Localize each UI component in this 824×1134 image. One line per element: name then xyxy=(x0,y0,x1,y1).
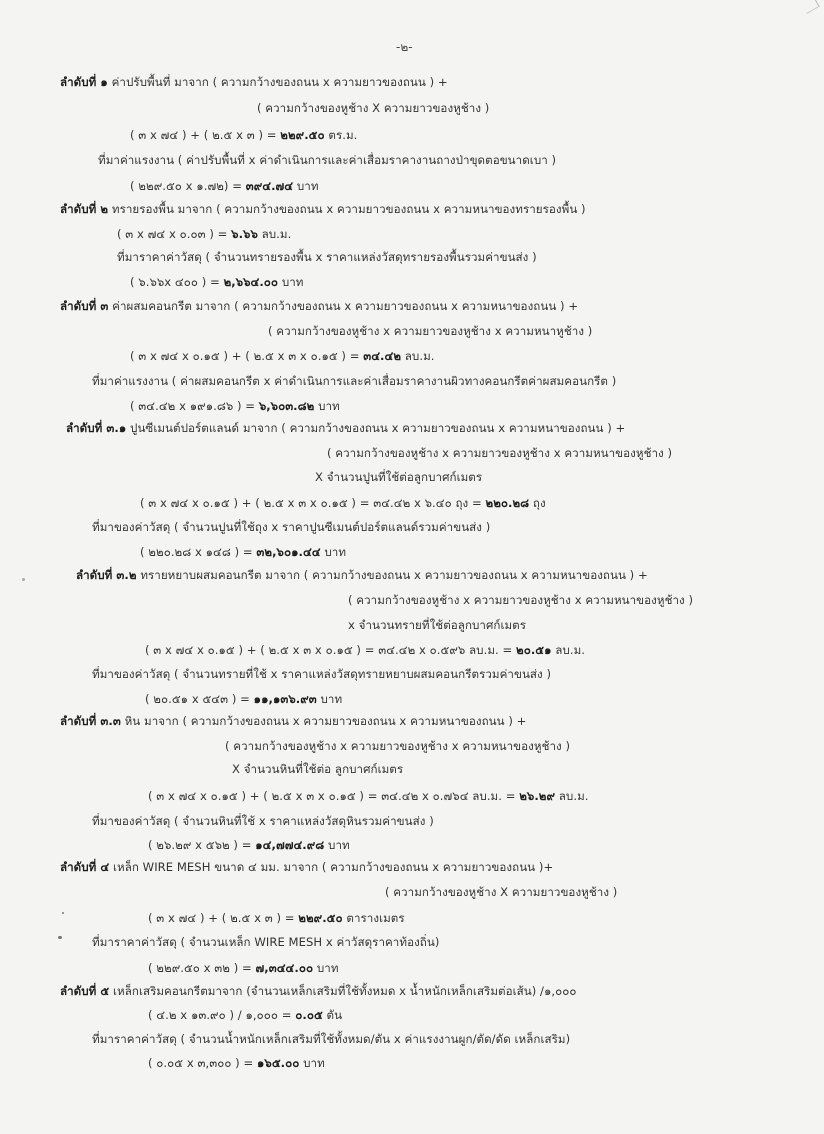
line-text: ( ความกว้างของหูช้าง x ความยาวของหูช้าง x ความหนาหูช้าง ) xyxy=(268,324,593,338)
document-line xyxy=(140,495,546,511)
calculation-result: ๐.๐๕ xyxy=(295,1008,323,1022)
line-text: X จำนวนหินที่ใช้ต่อ ลูกบาศก์เมตร xyxy=(232,762,404,776)
calculation-result: ๑๔,๗๗๔.๙๘ xyxy=(255,838,325,852)
line-text: ที่มาค่าแรงงาน ( ค่าปรับพื้นที่ x ค่าดำเนินการและค่าเสื่อมราคางานถางป่าขุดตอขนาดเบา ) xyxy=(98,153,557,167)
section-heading-line xyxy=(60,201,586,217)
line-text: หิน มาจาก ( ความกว้างของถนน x ความยาวของถนน x ความหนาของถนน ) + xyxy=(124,714,527,728)
scan-speck xyxy=(58,936,62,939)
calculation-result: ๖,๖๐๓.๘๒ xyxy=(258,399,315,413)
document-line xyxy=(148,788,589,804)
document-line xyxy=(140,544,346,560)
document-line xyxy=(148,1055,325,1071)
section-heading-line xyxy=(60,298,578,314)
document-line xyxy=(117,226,291,242)
document-line xyxy=(148,837,350,853)
unit-label: ตัน xyxy=(326,1008,343,1022)
document-line xyxy=(130,178,319,194)
section-label: ลำดับที่ ๒ xyxy=(60,202,109,216)
line-text: ( ๓ x ๗๔ ) + ( ๒.๕ x ๓ ) = xyxy=(148,911,295,925)
document-line xyxy=(145,642,585,658)
line-text: ที่มาของค่าวัสดุ ( จำนวนปูนที่ใช้ถุง x ราคาปูนซีเมนต์ปอร์ตแลนด์รวมค่าขนส่ง ) xyxy=(92,520,491,534)
line-text: ( ๒๒๙.๕๐ x ๓๒ ) = xyxy=(148,961,252,975)
unit-label: บาท xyxy=(316,961,339,975)
unit-label: บาท xyxy=(318,399,340,413)
line-text: ที่มาของค่าวัสดุ ( จำนวนหินที่ใช้ x ราคาแหล่งวัสดุหินรวมค่าขนส่ง ) xyxy=(92,814,434,828)
line-text: ทรายรองพื้น มาจาก ( ความกว้างของถนน x ความยาวของถนน x ความหนาของทรายรองพื้น ) xyxy=(111,202,586,216)
calculation-result: ๗,๓๔๔.๐๐ xyxy=(255,961,314,975)
unit-label: ตร.ม. xyxy=(328,128,358,142)
unit-label: ถุง xyxy=(532,496,546,510)
line-text: ค่าปรับพื้นที่ มาจาก ( ความกว้างของถนน x ความยาวของถนน ) + xyxy=(111,75,448,89)
line-text: ( ๓ x ๗๔ x ๐.๑๕ ) + ( ๒.๕ x ๓ x ๐.๑๕ ) = xyxy=(130,349,360,363)
unit-label: บาท xyxy=(281,275,304,289)
line-text: ที่มาราคาค่าวัสดุ ( จำนวนเหล็ก WIRE MESH x ค่าวัสดุราคาท้องถิ่น) xyxy=(92,935,440,949)
section-label: ลำดับที่ ๔ xyxy=(60,860,110,874)
line-text: ที่มาของค่าวัสดุ ( จำนวนทรายที่ใช้ x ราคาแหล่งวัสดุทรายหยาบผสมคอนกรีตรวมค่าขนส่ง ) xyxy=(92,667,552,681)
line-text: ( ๖.๖๖x ๔๐๐ ) = xyxy=(130,275,220,289)
section-label: ลำดับที่ ๓.๓ xyxy=(60,714,121,728)
line-text: ( ๓ x ๗๔ x ๐.๑๕ ) + ( ๒.๕ x ๓ x ๐.๑๕ ) = ๓๔.๔๒ x ๖.๔๐ ถุง = xyxy=(140,496,482,510)
line-text: เหล็ก WIRE MESH ขนาด ๔ มม. มาจาก ( ความกว้างของถนน x ความยาวของถนน )+ xyxy=(113,860,554,874)
document-line xyxy=(225,738,570,754)
document-line xyxy=(257,100,489,116)
calculation-result: ๖.๖๖ xyxy=(231,227,258,241)
document-line xyxy=(232,761,403,777)
unit-label: ตารางเมตร xyxy=(346,911,405,925)
section-label: ลำดับที่ ๓.๒ xyxy=(76,568,137,582)
document-line xyxy=(148,1007,342,1023)
calculation-result: ๒๒๙.๕๐ xyxy=(280,128,325,142)
unit-label: บาท xyxy=(324,545,347,559)
document-line xyxy=(130,274,303,290)
unit-label: ลบ.ม. xyxy=(558,789,589,803)
line-text: ค่าผสมคอนกรีต มาจาก ( ความกว้างของถนน x ความยาวของถนน x ความหนาของถนน ) + xyxy=(112,299,579,313)
calculation-result: ๒๒๙.๕๐ xyxy=(298,911,343,925)
unit-label: บาท xyxy=(320,692,343,706)
scan-corner-mark xyxy=(801,0,819,14)
document-line xyxy=(145,691,342,707)
document-line xyxy=(385,884,617,900)
calculation-result: ๒๖.๒๙ xyxy=(519,789,556,803)
line-text: ( ความกว้างของหูช้าง x ความยาวของหูช้าง x ความหนาของหูช้าง ) xyxy=(327,446,673,460)
document-line xyxy=(92,666,551,682)
line-text: ที่มาราคาค่าวัสดุ ( จำนวนน้ำหนักเหล็กเสริมที่ใช้ทั้งหมด/ตัน x ค่าแรงงานผูก/ตัด/ดัด เหล็กเสริม) xyxy=(92,1032,571,1046)
line-text: ( ความกว้างของหูช้าง x ความยาวของหูช้าง x ความหนาของหูช้าง ) xyxy=(348,593,694,607)
calculation-result: ๓๒,๖๐๑.๔๔ xyxy=(256,545,321,559)
calculation-result: ๒,๖๖๔.๐๐ xyxy=(223,275,279,289)
section-heading-line xyxy=(60,859,553,875)
section-label: ลำดับที่ ๓.๑ xyxy=(66,421,127,435)
calculation-result: ๑๑,๑๓๖.๙๓ xyxy=(253,692,317,706)
document-line xyxy=(130,348,435,364)
line-text: ( ๓ x ๗๔ x ๐.๑๕ ) + ( ๒.๕ x ๓ x ๐.๑๕ ) = ๓๔.๔๒ x ๐.๗๖๔ ลบ.ม. = xyxy=(148,789,516,803)
calculation-result: ๒๒๐.๒๘ xyxy=(485,496,530,510)
unit-label: บาท xyxy=(328,838,350,852)
line-text: ปูนซีเมนต์ปอร์ตแลนด์ มาจาก ( ความกว้างของถนน x ความยาวของถนน x ความหนาของถนน ) + xyxy=(130,421,626,435)
line-text: ( ๓ x ๗๔ ) + ( ๒.๕ x ๓ ) = xyxy=(130,128,277,142)
unit-label: ลบ.ม. xyxy=(261,227,292,241)
document-line xyxy=(268,323,592,339)
unit-label: บาท xyxy=(296,179,319,193)
document-line xyxy=(92,813,434,829)
line-text: ( ๒๖.๒๙ x ๕๖๒ ) = xyxy=(148,838,252,852)
document-line xyxy=(315,469,482,485)
document-line xyxy=(130,398,340,414)
section-label: ลำดับที่ ๕ xyxy=(60,984,110,998)
calculation-result: ๑๖๕.๐๐ xyxy=(257,1056,300,1070)
line-text: ที่มาราคาค่าวัสดุ ( จำนวนทรายรองพื้น x ราคาแหล่งวัสดุทรายรองพื้นรวมค่าขนส่ง ) xyxy=(117,250,537,264)
line-text: ( ความกว้างของหูช้าง X ความยาวของหูช้าง ) xyxy=(257,101,490,115)
section-label: ลำดับที่ ๑ xyxy=(60,75,108,89)
document-line xyxy=(92,519,490,535)
scan-speck xyxy=(62,912,64,914)
document-line xyxy=(348,617,526,633)
line-text: x จำนวนทรายที่ใช้ต่อลูกบาศก์เมตร xyxy=(348,618,527,632)
document-line xyxy=(148,960,339,976)
document-line xyxy=(130,127,357,143)
section-heading-line xyxy=(60,983,577,999)
unit-label: ลบ.ม. xyxy=(404,349,435,363)
line-text: ทรายหยาบผสมคอนกรีต มาจาก ( ความกว้างของถนน x ความยาวของถนน x ความหนาของถนน ) + xyxy=(140,568,648,582)
line-text: ( ๓๔.๔๒ x ๑๙๑.๘๖ ) = xyxy=(130,399,256,413)
document-line xyxy=(348,592,693,608)
section-heading-line xyxy=(76,567,648,583)
line-text: ( ๒๐.๕๑ x ๕๔๓ ) = xyxy=(145,692,250,706)
section-heading-line xyxy=(60,74,448,90)
document-line xyxy=(92,373,616,389)
document-line xyxy=(327,445,672,461)
document-line xyxy=(148,910,405,926)
section-heading-line xyxy=(60,713,526,729)
line-text: ( ๓ x ๗๔ x ๐.๐๓ ) = xyxy=(117,227,228,241)
line-text: ( ๓ x ๗๔ x ๐.๑๕ ) + ( ๒.๕ x ๓ x ๐.๑๕ ) = ๓๔.๔๒ x ๐.๕๙๖ ลบ.ม. = xyxy=(145,643,513,657)
line-text: ( ความกว้างของหูช้าง x ความยาวของหูช้าง x ความหนาของหูช้าง ) xyxy=(225,739,571,753)
line-text: เหล็กเสริมคอนกรีตมาจาก (จำนวนเหล็กเสริมที่ใช้ทั้งหมด x น้ำหนักเหล็กเสริมต่อเส้น) /๑,๐๐๐ xyxy=(113,984,577,998)
document-line xyxy=(98,152,556,168)
line-text: ( ๒๒๐.๒๘ x ๑๔๘ ) = xyxy=(140,545,253,559)
line-text: X จำนวนปูนที่ใช้ต่อลูกบาศก์เมตร xyxy=(315,470,483,484)
document-line xyxy=(117,249,537,265)
line-text: ( ๒๒๙.๕๐ x ๑.๗๒) = xyxy=(130,179,242,193)
unit-label: บาท xyxy=(303,1056,325,1070)
line-text: ( ความกว้างของหูช้าง X ความยาวของหูช้าง ) xyxy=(385,885,618,899)
line-text: ที่มาค่าแรงงาน ( ค่าผสมคอนกรีต x ค่าดำเนินการและค่าเสื่อมราคางานผิวทางคอนกรีตค่าผสมคอนกรีต ) xyxy=(92,374,617,388)
scan-speck xyxy=(22,578,25,581)
document-line xyxy=(92,934,439,950)
line-text: ( ๐.๐๕ x ๓,๓๐๐ ) = xyxy=(148,1056,254,1070)
page-number: -๒- xyxy=(396,40,413,54)
section-label: ลำดับที่ ๓ xyxy=(60,299,109,313)
section-heading-line xyxy=(66,420,625,436)
line-text: ( ๔.๒ x ๑๓.๙๐ ) / ๑,๐๐๐ = xyxy=(148,1008,292,1022)
document-line xyxy=(92,1031,570,1047)
calculation-result: ๓๔.๔๒ xyxy=(363,349,402,363)
calculation-result: ๒๐.๕๑ xyxy=(516,643,552,657)
calculation-result: ๓๙๔.๗๔ xyxy=(245,179,294,193)
unit-label: ลบ.ม. xyxy=(555,643,585,657)
